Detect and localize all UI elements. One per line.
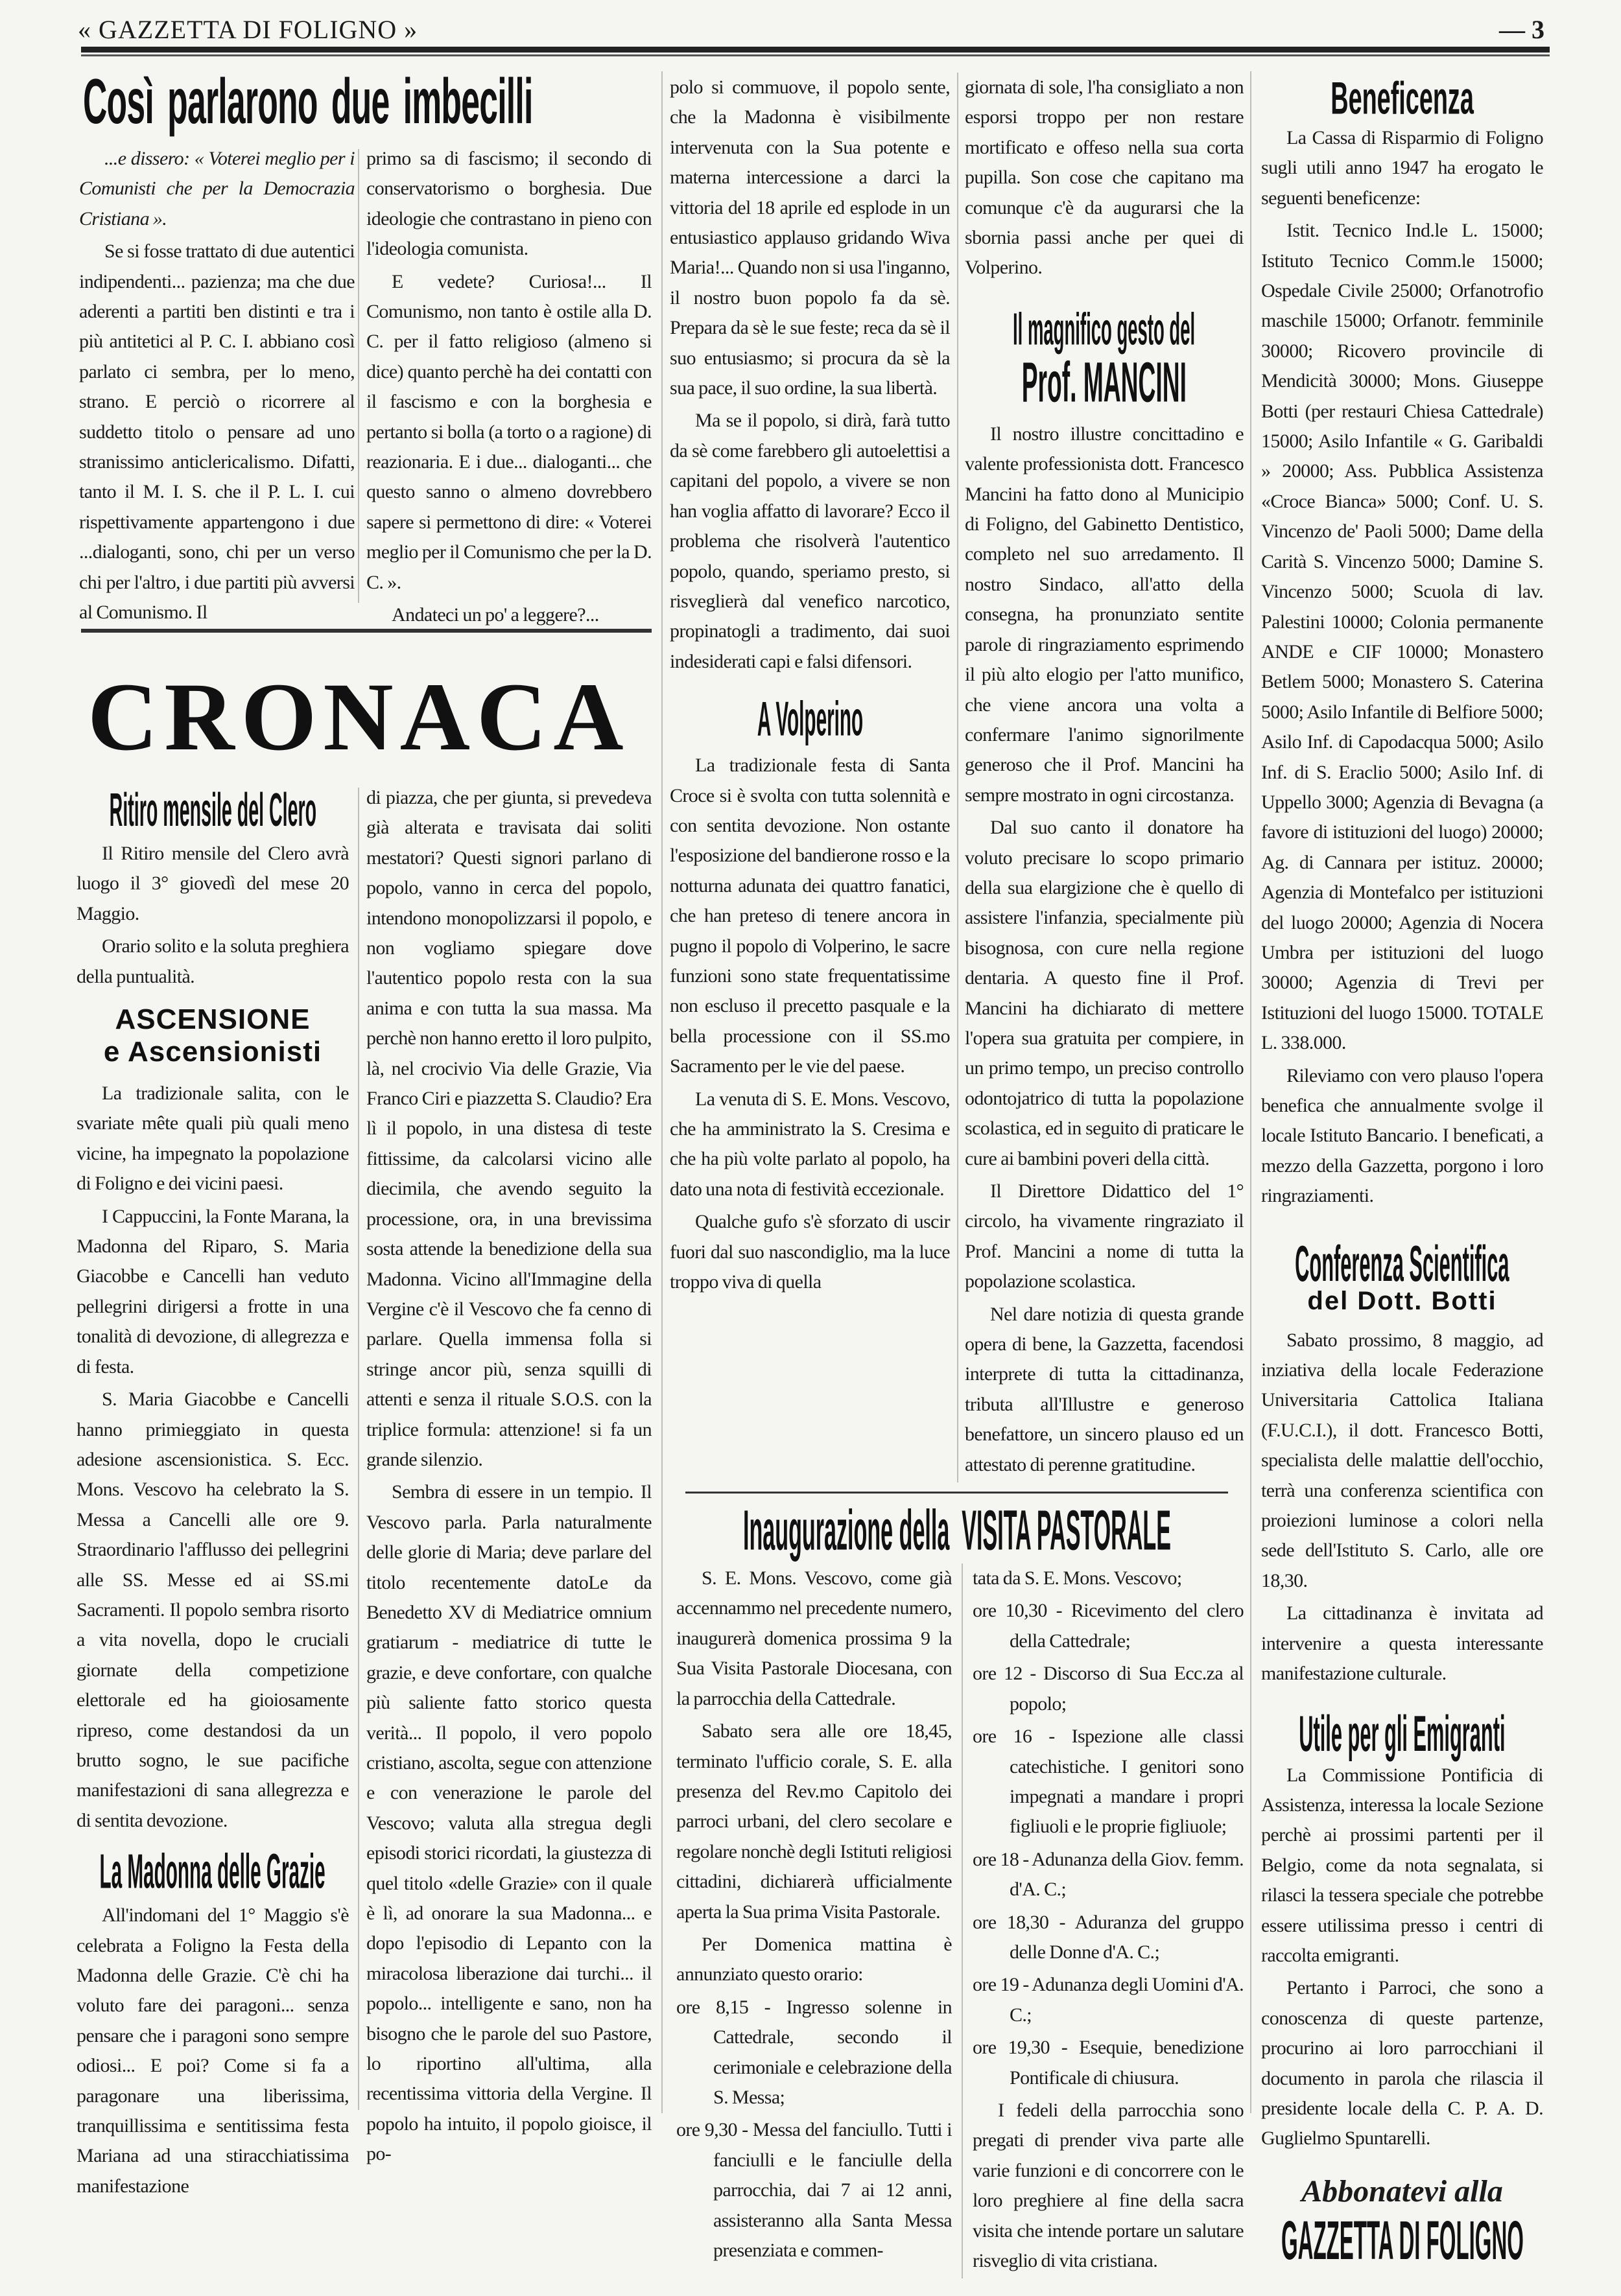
paragraph: I fedeli della parrocchia sono pregati di prender viva parte alle varie funzioni e di concorrere con le loro preghiere al fine della sacra visita che intende portare un salutare risveglio di vita cristiana. bbox=[973, 2099, 1244, 2271]
paragraph: All'indomani del 1° Maggio s'è celebrata a Foligno la Festa della Madonna delle Grazie. C'è chi ha voluto fare dei paragoni... senza pensare che i paragoni sono sempre odiosi... E poi? Come si fa a paragonare una liberissima, tranquillissima e sentitissima festa Mariana ad una stiracchiatissima manifestazione bbox=[77, 1904, 349, 2197]
paragraph: polo si commuove, il popolo sente, che la Madonna è visibilmente intervenuta con la Sua potente e materna intercessione a darci la vittoria del 18 aprile ed esplode in un entusiastico applauso gridando Wiva Maria!... Quando non si usa l'inganno, il nostro buon popolo fa da sè. Prepara da sè le sue feste; reca da sè il suo entusiasmo; si procura da sè la sua pace, il suo ordine, la sua libertà. bbox=[670, 76, 950, 399]
conferenza-heading: Conferenza Scientifica bbox=[1295, 1234, 1509, 1292]
ascensione-heading: ASCENSIONE bbox=[115, 1003, 311, 1036]
emigranti-body bbox=[1261, 1761, 1543, 2154]
paragraph: giornata di sole, l'ha consigliato a non esporsi troppo per non restare mortificato e offeso nella sua corta pupilla. Son cose che capitano ma comunque c'è da augurarsi che la sbornia passi anche per quei di Volperino. bbox=[965, 76, 1244, 279]
volperino-body-col4 bbox=[965, 73, 1244, 283]
paragraph: Se si fosse trattato di due autentici indipendenti... pazienza; ma che due aderenti a partiti ben distinti e tra i più antitetici al P. C. I. abbiano così parlato ci sembra, per lo meno, strano. E perciò o ricorrere al suddetto titolo o pensare ad uno stranissimo anticlericalismo. Difatti, tanto il M. I. S. che il P. L. I. cui rispettivamente appartengono i due ...dialoganti, sono, chi per un verso chi per l'altro, i due partiti più avversi al Comunismo. Il bbox=[79, 240, 355, 624]
visita-closing bbox=[973, 2096, 1244, 2276]
subscribe-slogan: Abbonatevi alla bbox=[1301, 2173, 1503, 2208]
paragraph: ore 19 - Adunanza degli Uomini d'A. C.; bbox=[973, 1974, 1244, 2026]
paragraph: Il Ritiro mensile del Clero avrà luogo il 3° giovedì del mese 20 Maggio. bbox=[77, 843, 349, 924]
volperino-body-col3 bbox=[670, 751, 950, 1297]
paragraph: Rileviamo con vero plauso l'opera benefica che annualmente svolge il locale Istituto Bancario. I beneficati, a mezzo della Gazzetta, porgono i loro ringraziamenti. bbox=[1261, 1064, 1543, 1207]
paragraph: Qualche gufo s'è sforzato di uscir fuori dal suo nascondiglio, ma la luce troppo viva di quella bbox=[670, 1211, 950, 1293]
paragraph: ore 10,30 - Ricevimento del clero della Cattedrale; bbox=[973, 1600, 1244, 1652]
paragraph: S. Maria Giacobbe e Cancelli hanno primieggiato in questa adesione ascensionistica. S. Ecc. Mons. Vescovo ha celebrato la S. Messa a Cancelli alle ore 9. Straordinario l'afflusso dei pellegrini alle SS. Messe ed ai SS.mi Sacramenti. Il popolo sembra risorto a vita novella, dopo le cruciali giornate della competizione elettorale ed ha gioiosamente ripreso, come destandosi da un brutto sogno, le sue pacifiche manifestazioni di sana allegrezza e di sentita devozione. bbox=[77, 1388, 349, 1831]
madonna-body-col3 bbox=[670, 73, 950, 677]
paragraph: ore 19,30 - Esequie, benedizione Pontificale di chiusura. bbox=[973, 2037, 1244, 2089]
mancini-subheading: Prof. MANCINI bbox=[1021, 351, 1187, 414]
column-divider bbox=[1250, 71, 1251, 2113]
paragraph: La Commissione Pontificia di Assistenza, interessa la locale Sezione perchè ai prossimi partenti per il Belgio, come da nota segnalata, si rilasci la tessera speciale che potrebbe essere utilissima presso i centri di raccolta emigranti. bbox=[1261, 1764, 1543, 1966]
paragraph: La cittadinanza è invitata ad intervenire a questa interessante manifestazione culturale. bbox=[1261, 1602, 1543, 1685]
paragraph: La venuta di S. E. Mons. Vescovo, che ha amministrato la S. Cresima e che ha più volte parlato al popolo, ha dato una nota di festività eccezionale. bbox=[670, 1088, 950, 1200]
article-imbecilli-col2 bbox=[366, 144, 652, 633]
column-divider bbox=[358, 788, 359, 2110]
visita-rule bbox=[685, 1492, 1228, 1494]
paragraph: S. E. Mons. Vescovo, come già accennammo nel precedente numero, inaugurerà domenica prossima 9 la Sua Visita Pastorale Diocesana, con la parrocchia della Cattedrale. bbox=[676, 1567, 952, 1709]
paragraph: Nel dare notizia di questa grande opera di bene, la Gazzetta, facendosi interprete di tutta la cittadinanza, tributa all'Illustre e generoso benefattore, un sincero plauso ed un attestato di perenne gratitudine. bbox=[965, 1303, 1244, 1475]
paragraph: Istit. Tecnico Ind.le L. 15000; Istituto Tecnico Comm.le 15000; Ospedale Civile 25000; Orfanotrofio maschile 15000; Orfanotr. femminile 30000; Ricovero provincile di Mendicità 30000; Mons. Giuseppe Botti (per restauri Chiesa Cattedrale) 15000; Asilo Infantile « G. Garibaldi » 20000; Ass. Pubblica Assistenza «Croce Bianca» 5000; Conf. U. S. Vincenzo de' Paoli 5000; Dame della Carità S. Vincenzo 5000; Damine S. Vincenzo 5000; Scuola di lav. Palestini 10000; Colonia permanente ANDE e CIF 10000; Monastero Betlem 5000; Monastero S. Caterina 5000; Asilo Infantile di Belfiore 5000; Asilo Inf. di Capodacqua 5000; Asilo Inf. di S. Eraclio 5000; Asilo Inf. di Uppello 3000; Agenzia di Bevagna (a favore di istituzioni del luogo) 20000; Ag. di Cannara per istituz. 20000; Agenzia di Montefalco per istituzioni del luogo 20000; Agenzia di Nocera Umbra per istituzioni del luogo 30000; Agenzia di Trevi per Istituzioni del luogo 15000. TOTALE L. 338.000. bbox=[1261, 220, 1543, 1054]
middle-upper-row bbox=[670, 73, 1244, 1482]
conferenza-body bbox=[1261, 1326, 1543, 1689]
column-3-upper bbox=[670, 73, 950, 1482]
subscribe-masthead: GAZZETTA DI FOLIGNO bbox=[1281, 2210, 1524, 2271]
madonna-body-col2 bbox=[366, 783, 652, 2172]
beneficenza-body bbox=[1261, 123, 1543, 1212]
article-imbecilli-col1 bbox=[79, 144, 355, 631]
column-divider bbox=[661, 71, 663, 2113]
paragraph: di piazza, che per giunta, si prevedeva già alterata e travisata dai soliti mestatori? Questi signori parlano di popolo, vanno in cerca del popolo, intendono monopolizzarsi il popolo, e non vogliamo spiegare dove l'autentico popolo resta con la sua anima e con tutta la sua massa. Ma perchè non hanno eretto il loro pulpito, là, nel crocivio Via delle Grazie, Via Franco Ciri e piazzetta S. Claudio? Era lì il popolo, in una distesa di teste fittissime, da calcolarsi vicino alle diecimila, che avendo seguito la processione, ora, in una brevissima sosta attende la benedizione della sua Madonna. Vicino all'Immagine della Vergine c'è il Vescovo che fa cenno di parlare. Quella immensa folla si stringe ancor più, senza squilli di attenti e senza il rituale S.O.S. con la triplice formula: attenzione! si fa un grande silenzio. bbox=[366, 787, 652, 1470]
paragraph: ore 8,15 - Ingresso solenne in Cattedrale, secondo il cerimoniale e celebrazione della S. Messa; bbox=[676, 1996, 952, 2108]
column-4-upper bbox=[965, 73, 1244, 1482]
visita-schedule-part2 bbox=[973, 1564, 1244, 2093]
paragraph: I Cappuccini, la Fonte Marana, la Madonna del Riparo, S. Maria Giacobbe e Cancelli han veduto pellegrini dirigersi a frotte in una tonalità di devozione, di allegrezza e di festa. bbox=[77, 1205, 349, 1377]
section-rule bbox=[81, 629, 652, 633]
madonna-heading: La Madonna delle Grazie bbox=[99, 1844, 326, 1899]
paragraph: ...e dissero: « Voterei meglio per i Comunisti che per la Democrazia Cristiana ». bbox=[79, 148, 355, 229]
paragraph: E vedete? Curiosa!... Il Comunismo, non tanto è ostile alla D. C. per il fatto religioso (almeno si dice) quanto perchè ha dei contatti con il fascismo e con la borghesia e pertanto si bolla (a torto o a ragione) di reazionaria. E i due... dialoganti... che questo sanno o almeno dovrebbero sapere si permettono di dire: « Voterei meglio per il Comunismo che per la D. C. ». bbox=[366, 270, 652, 593]
paragraph: Orario solito e la soluta preghiera della puntualità. bbox=[77, 935, 349, 987]
masthead: « GAZZETTA DI FOLIGNO » bbox=[78, 15, 418, 44]
emigranti-heading: Utile per gli Emigranti bbox=[1299, 1704, 1506, 1762]
visita-headline: Inaugurazione della VISITA PASTORALE bbox=[742, 1499, 1171, 1563]
paragraph: Andateci un po' a leggere?... bbox=[392, 604, 599, 626]
visita-intro bbox=[676, 1564, 952, 1990]
visita-schedule-part1 bbox=[676, 1993, 952, 2266]
column-divider bbox=[957, 73, 958, 1482]
paragraph: Ma se il popolo, si dirà, farà tutto da sè come farebbero gli autoelettisi a capitani del popolo, a vivere se non han voglia affatto di lavorare? Ecco il problema che risolverà l'autentico popolo, quando, speriamo presto, si risveglierà dal venefico narcotico, propinatogli a tradimento, dai suoi indesiderati capi e falsi difensori. bbox=[670, 410, 950, 672]
beneficenza-heading: Beneficenza bbox=[1331, 73, 1474, 124]
paragraph: ore 9,30 - Messa del fanciullo. Tutti i fanciulli e le fanciulle della parrocchia, dai 7 ai 12 anni, assisteranno alla Santa Messa presenziata e commen- bbox=[676, 2119, 952, 2261]
conferenza-subheading: del Dott. Botti bbox=[1307, 1286, 1497, 1315]
middle-columns bbox=[670, 73, 1244, 2278]
header-rule bbox=[81, 47, 1550, 53]
paragraph: La tradizionale salita, con le svariate mête quali più quali meno vicine, ha impegnato la popolazione di Foligno e dei vicini paesi. bbox=[77, 1083, 349, 1195]
paragraph: La Cassa di Risparmio di Foligno sugli utili anno 1947 ha erogato le seguenti beneficenze: bbox=[1261, 127, 1543, 209]
paragraph: ore 18 - Adunanza della Giov. femm. d'A. C.; bbox=[973, 1848, 1244, 1901]
paragraph: Sabato sera alle ore 18,45, terminato l'ufficio corale, S. E. alla presenza del Rev.mo Capitolo dei parroci urbani, del clero secolare e regolare nonchè degli Istituti religiosi cittadini, dichiarerà ufficialmente aperta la Sua prima Visita Pastorale. bbox=[676, 1720, 952, 1923]
paragraph: primo sa di fascismo; il secondo di conservatorismo o borghesia. Due ideologie che contrastano in pieno con l'ideologia comunista. bbox=[366, 148, 652, 260]
ritiro-heading: Ritiro mensile del Clero bbox=[109, 784, 316, 837]
paragraph: Il nostro illustre concittadino e valente professionista dott. Francesco Mancini ha fatto dono al Municipio di Foligno, del Gabinetto Dentistico, completo nel suo arredamento. Il nostro Sindaco, all'atto della consegna, ha pronunziato sentite parole di ringraziamento esprimendo il più alto elogio per l'atto munifico, che viene ancora una volta a confermare l'animo signorilmente generoso che il Prof. Mancini ha sempre mostrato in ogni circostanza. bbox=[965, 423, 1244, 806]
column-5 bbox=[1261, 73, 1543, 2271]
paragraph: ore 16 - Ispezione alle classi catechistiche. I genitori sono impegnati a mandare i propri figliuoli e le proprie figliuole; bbox=[973, 1726, 1244, 1838]
madonna-body-col1 bbox=[77, 1901, 349, 2201]
ascensione-body bbox=[77, 1079, 349, 1836]
mancini-body bbox=[965, 419, 1244, 1480]
paragraph: tata da S. E. Mons. Vescovo; bbox=[973, 1567, 1182, 1589]
headline-cosi-parlarono: Così parlarono due imbecilli bbox=[83, 65, 533, 137]
paragraph: Sembra di essere in un tempio. Il Vescovo parla. Parla naturalmente delle glorie di Maria; deve parlare del titolo recentemente datoLe da Benedetto XV di Mediatrice omnium gratiarum - mediatrice di tutte le grazie, e deve confortare, con qualche più saliente fatto storico questa verità... Il popolo, il vero popolo cristiano, ascolta, segue con attenzione e con venerazione le parole del Vescovo; valuta alla stregua degli episodi storici ricordati, la giustezza di quel titolo «delle Grazie» con il quale è lì, ad onorare la sua Madonna... e dopo l'episodio di Lepanto con la miracolosa liberazione dai turchi... il popolo... intelligente e sano, non ha bisogno che le parole del suo Pastore, lo riportino all'ultima, alla recentissima vittoria della Vergine. Il popolo ha intuito, il popolo gioisce, il po- bbox=[366, 1481, 652, 2165]
page-number: — 3 bbox=[1499, 15, 1544, 44]
paragraph: La tradizionale festa di Santa Croce si è svolta con tutta solennità e con sentita devozione. Non ostante l'esposizione del bandierone rosso e la notturna adunata dei quattro fanatici, che han preteso di tenere ancora in pugno il popolo di Volperino, le sacre funzioni sono state frequentatissime non escluso il precetto pasquale e la bella processione con il SS.mo Sacramento per le vie del paese. bbox=[670, 755, 950, 1077]
column-1-lower bbox=[77, 783, 349, 2204]
paragraph: Per Domenica mattina è annunziato questo orario: bbox=[676, 1933, 952, 1986]
paragraph: Sabato prossimo, 8 maggio, ad inziativa della locale Federazione Universitaria Cattolica Italiana (F.U.C.I.), il dott. Francesco Botti, specialista delle malattie dell'occhio, terrà una conferenza scientifica con proiezioni luminose a colori nella sede dell'Istituto S. Carlo, alle ore 18,30. bbox=[1261, 1329, 1543, 1591]
header-rule-thin bbox=[81, 54, 1550, 56]
mancini-heading: Il magnifico gesto del bbox=[1013, 303, 1196, 355]
paragraph: Pertanto i Parroci, che sono a conoscenza di queste partenze, procurino ai loro parrocchiani il documento in parola che rilascia il presidente locale della C. P. A. D. Guglielmo Spuntarelli. bbox=[1261, 1977, 1543, 2150]
column-divider bbox=[358, 149, 359, 603]
paragraph: Il Direttore Didattico del 1° circolo, ha vivamente ringraziato il Prof. Mancini a nome di tutta la popolazione scolastica. bbox=[965, 1180, 1244, 1293]
volperino-heading: A Volperino bbox=[757, 692, 863, 747]
ascensione-subheading: e Ascensionisti bbox=[103, 1036, 322, 1068]
ritiro-body bbox=[77, 839, 349, 992]
paragraph: ore 18,30 - Aduranza del gruppo delle Donne d'A. C.; bbox=[973, 1911, 1244, 1963]
paragraph: Dal suo canto il donatore ha voluto precisare lo scopo primario della sua elargizione che è quello di assistere l'infanzia, specialmente più bisognosa, con cure nella regione dentaria. A questo fine il Prof. Mancini ha dichiarato di mettere l'opera sua gratuita per compiere, in un primo tempo, un preciso controllo odontojatrico di tutta la popolazione scolastica, ed in seguito di praticare le cure ai bambini poveri della città. bbox=[965, 817, 1244, 1169]
paragraph: ore 12 - Discorso di Sua Ecc.za al popolo; bbox=[973, 1663, 1244, 1715]
section-title-cronaca: CRONACA bbox=[88, 663, 630, 771]
